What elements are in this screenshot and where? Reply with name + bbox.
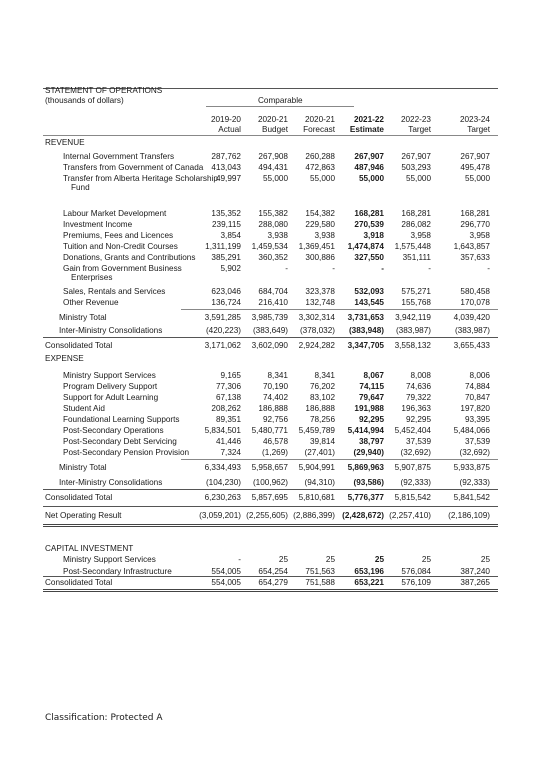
revenue-row [0, 230, 550, 241]
row-label: Labour Market Development [63, 209, 167, 218]
cell-value: 532,093 [354, 287, 384, 296]
cell-value: 186,888 [258, 404, 288, 413]
cell-value: 5,834,501 [204, 426, 241, 435]
cell-value: 3,985,739 [251, 313, 288, 322]
cell-value: 197,820 [460, 404, 490, 413]
cell-value: 1,311,199 [205, 242, 241, 251]
cell-value: 92,756 [262, 415, 288, 424]
cell-value: 751,563 [305, 567, 335, 576]
expense-ministry-total [0, 462, 550, 473]
cell-value: 39,814 [309, 437, 335, 446]
cell-value: 8,341 [314, 371, 335, 380]
cell-value: 5,869,963 [347, 463, 384, 472]
cell-value: 267,907 [354, 152, 384, 161]
cell-value: 5,933,875 [453, 463, 490, 472]
cell-value: 654,279 [258, 578, 288, 587]
cell-value: (32,692) [459, 448, 490, 457]
expense-heading: EXPENSE [45, 354, 84, 363]
expense-row [0, 425, 550, 436]
revenue-row [0, 208, 550, 219]
cell-value: 327,550 [354, 253, 384, 262]
row-label: Foundational Learning Supports [63, 415, 180, 424]
cell-value: (383,948) [348, 326, 384, 335]
cell-value: 487,946 [354, 163, 384, 172]
net-operating-result [0, 510, 550, 521]
row-label: Other Revenue [63, 298, 119, 307]
row-label: Ministry Total [59, 463, 107, 472]
cell-value: 25 [278, 555, 288, 564]
row-label: Sales, Rentals and Services [63, 287, 166, 296]
cell-value: 3,302,314 [298, 313, 335, 322]
revenue-row [0, 241, 550, 252]
cell-value: 78,256 [309, 415, 335, 424]
cell-value: (383,987) [395, 326, 431, 335]
cell-value: 1,474,874 [347, 242, 384, 251]
cell-value: 5,902 [220, 264, 241, 273]
column-type: Target [467, 125, 490, 134]
cell-value: 168,281 [354, 209, 384, 218]
row-label: Consolidated Total [45, 341, 113, 350]
row-label: Premiums, Fees and Licences [63, 231, 174, 240]
cell-value: 270,539 [354, 220, 384, 229]
row-label: Gain from Government Business [63, 264, 182, 273]
cell-value: (1,269) [262, 448, 288, 457]
cell-value: 323,378 [305, 287, 335, 296]
cell-value: 55,000 [358, 174, 384, 183]
cell-value: 9,165 [220, 371, 241, 380]
cell-value: (27,401) [304, 448, 335, 457]
cell-value: 5,815,542 [394, 493, 431, 502]
column-type: Actual [218, 125, 241, 134]
cell-value: 554,005 [211, 567, 241, 576]
cell-value: 3,591,285 [204, 313, 241, 322]
cell-value: 216,410 [258, 298, 288, 307]
cell-value: 55,000 [464, 174, 490, 183]
cell-value: 751,588 [305, 578, 335, 587]
expense-total-rule [43, 489, 498, 490]
row-label: Post-Secondary Pension Provision [63, 448, 190, 457]
cell-value: 196,363 [401, 404, 431, 413]
comparable-rule [206, 106, 354, 107]
cell-value: 77,306 [215, 382, 241, 391]
cell-value: 5,810,681 [298, 493, 335, 502]
cell-value: 229,580 [305, 220, 335, 229]
statement-title: STATEMENT OF OPERATIONS [45, 86, 163, 95]
cell-value: 5,857,695 [251, 493, 288, 502]
cell-value: 41,446 [215, 437, 241, 446]
cell-value: 494,431 [258, 163, 288, 172]
cell-value: 74,636 [405, 382, 431, 391]
cell-value: 37,539 [405, 437, 431, 446]
column-type: Estimate [349, 125, 384, 134]
cell-value: 653,196 [354, 567, 384, 576]
column-type: Target [408, 125, 431, 134]
row-label-continued: Fund [71, 183, 90, 192]
cell-value: 3,938 [267, 231, 288, 240]
cell-value: (2,186,109) [448, 511, 490, 520]
cell-value: 1,369,451 [298, 242, 335, 251]
revenue-row [0, 297, 550, 308]
cell-value: 155,768 [401, 298, 431, 307]
comparable-label: Comparable [258, 96, 303, 105]
cell-value: 296,770 [460, 220, 490, 229]
cell-value: 55,000 [405, 174, 431, 183]
cell-value: 170,078 [460, 298, 490, 307]
column-year: 2022-23 [400, 115, 431, 124]
cell-value: 55,000 [309, 174, 335, 183]
cell-value: 5,776,377 [347, 493, 384, 502]
cell-value: 46,578 [262, 437, 288, 446]
revenue-subtotal-rule [181, 309, 498, 310]
row-label: Ministry Support Services [63, 555, 156, 564]
cell-value: 495,478 [460, 163, 490, 172]
cell-value: 288,080 [258, 220, 288, 229]
cell-value: 580,458 [460, 287, 490, 296]
cell-value: (93,586) [353, 478, 384, 487]
cell-value: - [381, 264, 384, 273]
cell-value: 472,863 [305, 163, 335, 172]
cell-value: (2,428,672) [342, 511, 384, 520]
cell-value: 357,633 [460, 253, 490, 262]
column-year: 2023-24 [459, 115, 490, 124]
expense-row [0, 370, 550, 381]
cell-value: 8,067 [363, 371, 384, 380]
row-label: Inter-Ministry Consolidations [59, 478, 163, 487]
cell-value: 300,886 [305, 253, 335, 262]
cell-value: (383,649) [252, 326, 288, 335]
cell-value: (94,310) [304, 478, 335, 487]
row-label-continued: Enterprises [71, 273, 113, 282]
cell-value: (383,987) [454, 326, 490, 335]
cell-value: (92,333) [400, 478, 431, 487]
cell-value: 413,043 [211, 163, 241, 172]
cell-value: 2,924,282 [298, 341, 335, 350]
cell-value: 3,558,132 [394, 341, 431, 350]
cell-value: 5,841,542 [453, 493, 490, 502]
revenue-row [0, 263, 550, 282]
revenue-total-rule [43, 337, 498, 338]
row-label: Support for Adult Learning [63, 393, 159, 402]
cell-value: 79,322 [405, 393, 431, 402]
cell-value: 5,452,404 [394, 426, 431, 435]
cell-value: 92,295 [358, 415, 384, 424]
cell-value: 3,655,433 [453, 341, 490, 350]
cell-value: 1,459,534 [251, 242, 288, 251]
cell-value: 5,907,875 [394, 463, 431, 472]
row-label: Post-Secondary Infrastructure [63, 567, 172, 576]
expense-row [0, 436, 550, 447]
cell-value: 70,847 [464, 393, 490, 402]
revenue-heading: REVENUE [45, 138, 85, 147]
cell-value: - [487, 264, 490, 273]
row-label: Consolidated Total [45, 493, 113, 502]
cell-value: 143,545 [354, 298, 384, 307]
cell-value: (100,962) [252, 478, 288, 487]
row-label: Student Aid [63, 404, 105, 413]
cell-value: 67,138 [215, 393, 241, 402]
row-label: Ministry Total [59, 313, 107, 322]
cell-value: 74,115 [359, 382, 384, 391]
cell-value: 3,171,062 [204, 341, 241, 350]
row-label: Donations, Grants and Contributions [63, 253, 196, 262]
row-label: Transfers from Government of Canada [63, 163, 204, 172]
cell-value: 74,402 [262, 393, 288, 402]
cell-value: 239,115 [212, 220, 241, 229]
row-label: Program Delivery Support [63, 382, 158, 391]
cell-value: 25 [374, 555, 384, 564]
cell-value: 25 [480, 555, 490, 564]
cell-value: 1,643,857 [453, 242, 490, 251]
cell-value: 135,352 [211, 209, 241, 218]
cell-value: 49,997 [215, 174, 241, 183]
revenue-row [0, 162, 550, 173]
classification-footer: Classification: Protected A [45, 713, 163, 723]
cell-value: (2,886,399) [293, 511, 335, 520]
cell-value: 5,904,991 [298, 463, 335, 472]
cell-value: (420,223) [205, 326, 241, 335]
cell-value: 5,958,657 [251, 463, 288, 472]
cell-value: 8,008 [410, 371, 431, 380]
expense-row [0, 414, 550, 425]
row-label: Post-Secondary Operations [63, 426, 164, 435]
revenue-row [0, 173, 550, 192]
row-label: Consolidated Total [45, 578, 113, 587]
cell-value: 38,797 [358, 437, 384, 446]
cell-value: 155,382 [258, 209, 288, 218]
row-label: Investment Income [63, 220, 133, 229]
cell-value: 89,351 [215, 415, 241, 424]
cell-value: 92,295 [405, 415, 431, 424]
column-year: 2020-21 [257, 115, 288, 124]
cell-value: 154,382 [305, 209, 335, 218]
cell-value: 5,480,771 [251, 426, 288, 435]
column-type: Forecast [303, 125, 335, 134]
row-label: Post-Secondary Debt Servicing [63, 437, 177, 446]
row-label: Internal Government Transfers [63, 152, 175, 161]
cell-value: 6,334,493 [204, 463, 241, 472]
cell-value: 74,884 [464, 382, 490, 391]
cell-value: - [285, 264, 288, 273]
cell-value: 3,918 [363, 231, 384, 240]
cell-value: 3,942,119 [395, 313, 431, 322]
cell-value: 360,352 [258, 253, 288, 262]
cell-value: 684,704 [258, 287, 288, 296]
cell-value: 387,240 [460, 567, 490, 576]
capital-row [0, 554, 550, 565]
cell-value: 132,748 [305, 298, 335, 307]
capital-heading: CAPITAL INVESTMENT [45, 544, 134, 553]
cell-value: (3,059,201) [199, 511, 241, 520]
cell-value: 387,265 [460, 578, 490, 587]
cell-value: - [238, 555, 241, 564]
header-rule [43, 135, 498, 136]
cell-value: 6,230,263 [204, 493, 241, 502]
cell-value: 3,347,705 [347, 341, 384, 350]
cell-value: 79,647 [358, 393, 384, 402]
cell-value: 267,908 [258, 152, 288, 161]
net-double-rule [43, 524, 498, 527]
cell-value: 503,293 [401, 163, 431, 172]
row-label: Ministry Support Services [63, 371, 156, 380]
cell-value: 76,202 [309, 382, 335, 391]
cell-value: (2,257,410) [389, 511, 431, 520]
row-label: Inter-Ministry Consolidations [59, 326, 163, 335]
cell-value: 576,084 [401, 567, 431, 576]
expense-row [0, 403, 550, 414]
capital-double-rule [43, 589, 498, 592]
cell-value: 351,111 [402, 253, 431, 262]
cell-value: (32,692) [400, 448, 431, 457]
cell-value: 575,271 [401, 287, 431, 296]
cell-value: 168,281 [401, 209, 431, 218]
cell-value: (104,230) [205, 478, 241, 487]
cell-value: 5,459,789 [298, 426, 335, 435]
expense-consolidations [0, 477, 550, 488]
cell-value: 37,539 [464, 437, 490, 446]
cell-value: 55,000 [262, 174, 288, 183]
cell-value: 576,109 [401, 578, 431, 587]
cell-value: 3,938 [314, 231, 335, 240]
cell-value: 260,288 [305, 152, 335, 161]
cell-value: 5,414,994 [347, 426, 384, 435]
expense-subtotal-rule [181, 459, 498, 460]
column-type: Budget [262, 125, 288, 134]
cell-value: 3,731,653 [347, 313, 384, 322]
revenue-consolidated-total [0, 340, 550, 351]
cell-value: 267,907 [460, 152, 490, 161]
cell-value: 267,907 [401, 152, 431, 161]
revenue-row [0, 219, 550, 230]
expense-row [0, 447, 550, 458]
cell-value: 3,958 [410, 231, 431, 240]
cell-value: 8,341 [267, 371, 288, 380]
expense-row [0, 392, 550, 403]
expense-row [0, 381, 550, 392]
cell-value: (92,333) [459, 478, 490, 487]
cell-value: 208,262 [211, 404, 241, 413]
expense-consolidated-total [0, 492, 550, 503]
revenue-row [0, 286, 550, 297]
cell-value: 25 [325, 555, 335, 564]
row-label: Transfer from Alberta Heritage Scholarship [63, 174, 218, 183]
cell-value: 3,958 [469, 231, 490, 240]
column-year: 2021-22 [353, 115, 384, 124]
cell-value: 25 [421, 555, 431, 564]
cell-value: 8,006 [469, 371, 490, 380]
cell-value: 186,888 [305, 404, 335, 413]
cell-value: - [428, 264, 431, 273]
cell-value: 191,988 [354, 404, 384, 413]
cell-value: 554,005 [211, 578, 241, 587]
cell-value: 3,602,090 [251, 341, 288, 350]
cell-value: 70,190 [262, 382, 288, 391]
cell-value: 4,039,420 [453, 313, 490, 322]
cell-value: 83,102 [309, 393, 335, 402]
cell-value: 623,046 [211, 287, 241, 296]
cell-value: 287,762 [211, 152, 241, 161]
net-rule [43, 506, 498, 507]
cell-value: (2,255,605) [246, 511, 288, 520]
cell-value: 136,724 [211, 298, 241, 307]
row-label: Net Operating Result [45, 511, 122, 520]
cell-value: 286,082 [401, 220, 431, 229]
units-note: (thousands of dollars) [45, 96, 124, 105]
cell-value: 3,854 [220, 231, 241, 240]
column-year: 2019-20 [210, 115, 241, 124]
cell-value: 168,281 [460, 209, 490, 218]
cell-value: 5,484,066 [453, 426, 490, 435]
revenue-consolidations [0, 325, 550, 336]
cell-value: 93,395 [464, 415, 490, 424]
cell-value: 7,324 [220, 448, 241, 457]
cell-value: 385,291 [211, 253, 241, 262]
cell-value: (378,032) [299, 326, 335, 335]
cell-value: 653,221 [354, 578, 384, 587]
capital-consolidated-total [0, 577, 550, 588]
cell-value: (29,940) [353, 448, 384, 457]
column-year: 2020-21 [304, 115, 335, 124]
revenue-row [0, 252, 550, 263]
revenue-row [0, 151, 550, 162]
cell-value: 654,254 [258, 567, 288, 576]
revenue-ministry-total [0, 312, 550, 323]
cell-value: - [332, 264, 335, 273]
cell-value: 1,575,448 [394, 242, 431, 251]
row-label: Tuition and Non-Credit Courses [63, 242, 178, 251]
